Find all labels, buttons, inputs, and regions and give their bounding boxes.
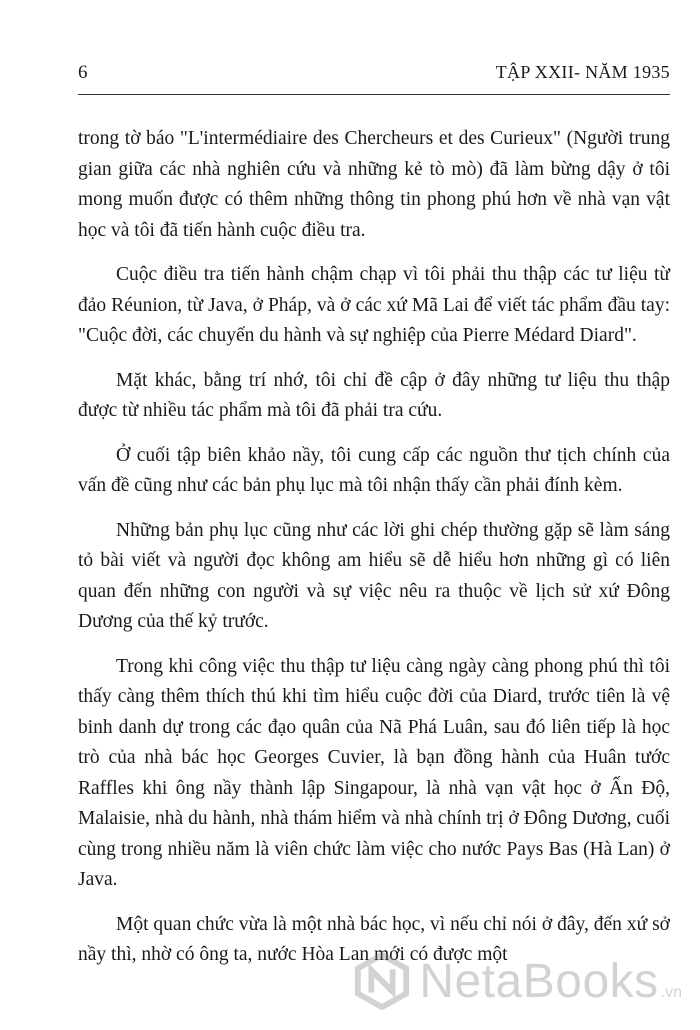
paragraph-7: Một quan chức vừa là một nhà bác học, vì nếu chỉ nói ở đây, đến xứ sở nầy thì, nhờ có ông ta, nước Hòa Lan mới có được một [78,913,670,965]
paragraph-1: trong tờ báo "L'intermédiaire des Chercheurs et des Curieux" (Người trung gian giữa các nhà nghiên cứu và những kẻ tò mò) đã làm bừng dậy ở tôi mong muốn được có thêm những thông tin phong phú hơn về nhà vạn vật học và tôi đã tiến hành cuộc điều tra. [78,128,670,241]
paragraph-3: Mặt khác, bằng trí nhớ, tôi chỉ đề cập ở đây những tư liệu thu thập được từ nhiều tác phẩm mà tôi đã phải tra cứu. [78,369,670,421]
netabooks-watermark [353,946,682,1016]
page-number: 6 [78,62,88,83]
watermark-suffix: .vn [660,984,682,1001]
paragraph-2: Cuộc điều tra tiến hành chậm chạp vì tôi phải thu thập các tư liệu từ đảo Réunion, từ Java, ở Pháp, và ở các xứ Mã Lai để viết tác phẩm đầu tay: "Cuộc đời, các chuyến du hành và sự nghiệp của Pierre Médard Diard". [78,264,670,346]
paragraph-6: Trong khi công việc thu thập tư liệu càng ngày càng phong phú thì tôi thấy càng thêm thích thú khi tìm hiểu cuộc đời của Diard, trước tiên là vệ binh danh dự trong các đạo quân của Nã Phá Luân, sau đó liên tiếp là học trò của nhà bác học Georges Cuvier, là bạn đồng hành của Huân tước Raffles khi ông nầy thành lập Singapour, là nhà vạn vật học ở Ấn Độ, Malaisie, nhà du hành, nhà thám hiểm và nhà chính trị ở Đông Dương, cuối cùng trong nhiều năm là viên chức làm việc cho nước Pays Bas (Hà Lan) ở Java. [78,655,670,890]
running-title: TẬP XXII- NĂM 1935 [495,62,670,82]
netabooks-logo-icon [353,952,411,1010]
body-text [78,124,670,985]
watermark-brand: NetaBooks [419,954,659,1008]
paragraph-4: Ở cuối tập biên khảo nầy, tôi cung cấp các nguồn thư tịch chính của vấn đề cũng như các bản phụ lục mà tôi nhận thấy cần phải đính kèm. [78,444,670,496]
header-rule [78,94,670,95]
paragraph-5: Những bản phụ lục cũng như các lời ghi chép thường gặp sẽ làm sáng tỏ bài viết và người đọc không am hiểu sẽ dễ hiểu hơn những gì có liên quan đến những con người và sự việc nêu ra thuộc về lịch sử xứ Đông Dương của thế kỷ trước. [78,519,670,632]
page-header [78,62,670,88]
